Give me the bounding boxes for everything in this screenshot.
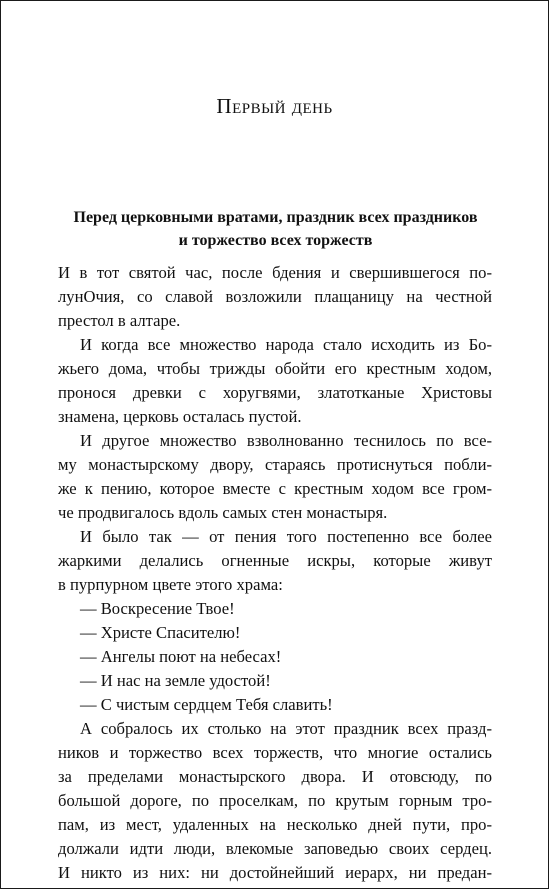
text-line: И когда все множество народа стало исходить из Бо- — [80, 335, 492, 354]
text-line: за пределами монастырского двора. И отовсюду, по — [58, 767, 492, 786]
text-line: жаркими делались огненные искры, которые живут — [58, 551, 492, 570]
text-line: И было так — от пения того постепенно все более — [80, 527, 492, 546]
text-line: знамена, церковь осталась пустой. — [58, 407, 302, 426]
text-line: ников и торжество всех торжеств, что многие остались — [58, 743, 492, 762]
body-text — [58, 261, 492, 885]
text-line: му монастырскому двору, стараясь протиснуться побли- — [58, 455, 492, 474]
text-line: же к пению, которое вместе с крестным ходом все гром- — [58, 479, 492, 498]
section-heading-line-2: и торжество всех торжеств — [178, 232, 373, 249]
text-line: И в тот святой час, после бдения и свершившегося по- — [58, 263, 492, 282]
section-heading — [41, 206, 510, 252]
text-line: пронося древки с хоругвями, златотканые Христовы — [58, 383, 492, 402]
text-line: должали идти люди, влекомые заповедью своих сердец. — [58, 839, 492, 858]
text-line: А собралось их столько на этот праздник всех празд- — [80, 719, 492, 738]
text-line: че продвигалось вдоль самых стен монастыря. — [58, 503, 388, 522]
text-line: — Воскресение Твое! — [80, 599, 235, 618]
section-heading-line-1: Перед церковными вратами, праздник всех праздников — [73, 209, 478, 226]
text-line: большой дороге, по проселкам, по крутым горным тро- — [58, 791, 492, 810]
text-line: лунОчия, со славой возложили плащаницу на честной — [58, 287, 492, 306]
text-line: И другое множество взволнованно теснилось по все- — [80, 431, 492, 450]
text-line: пам, из мест, удаленных на несколько дней пути, про- — [58, 815, 492, 834]
text-line: жьего дома, чтобы трижды обойти его крестным ходом, — [58, 359, 492, 378]
text-line: — Ангелы поют на небесах! — [80, 647, 282, 666]
text-line: в пурпурном цвете этого храма: — [58, 575, 283, 594]
text-line: престол в алтаре. — [58, 311, 181, 330]
text-line: И никто из них: ни достойнейший иерарх, ни предан- — [58, 863, 492, 882]
text-line: — И нас на земле удостой! — [80, 671, 271, 690]
chapter-title: Первый день — [216, 94, 333, 118]
text-line: — Христе Спасителю! — [80, 623, 241, 642]
text-line: — С чистым сердцем Тебя славить! — [80, 695, 333, 714]
